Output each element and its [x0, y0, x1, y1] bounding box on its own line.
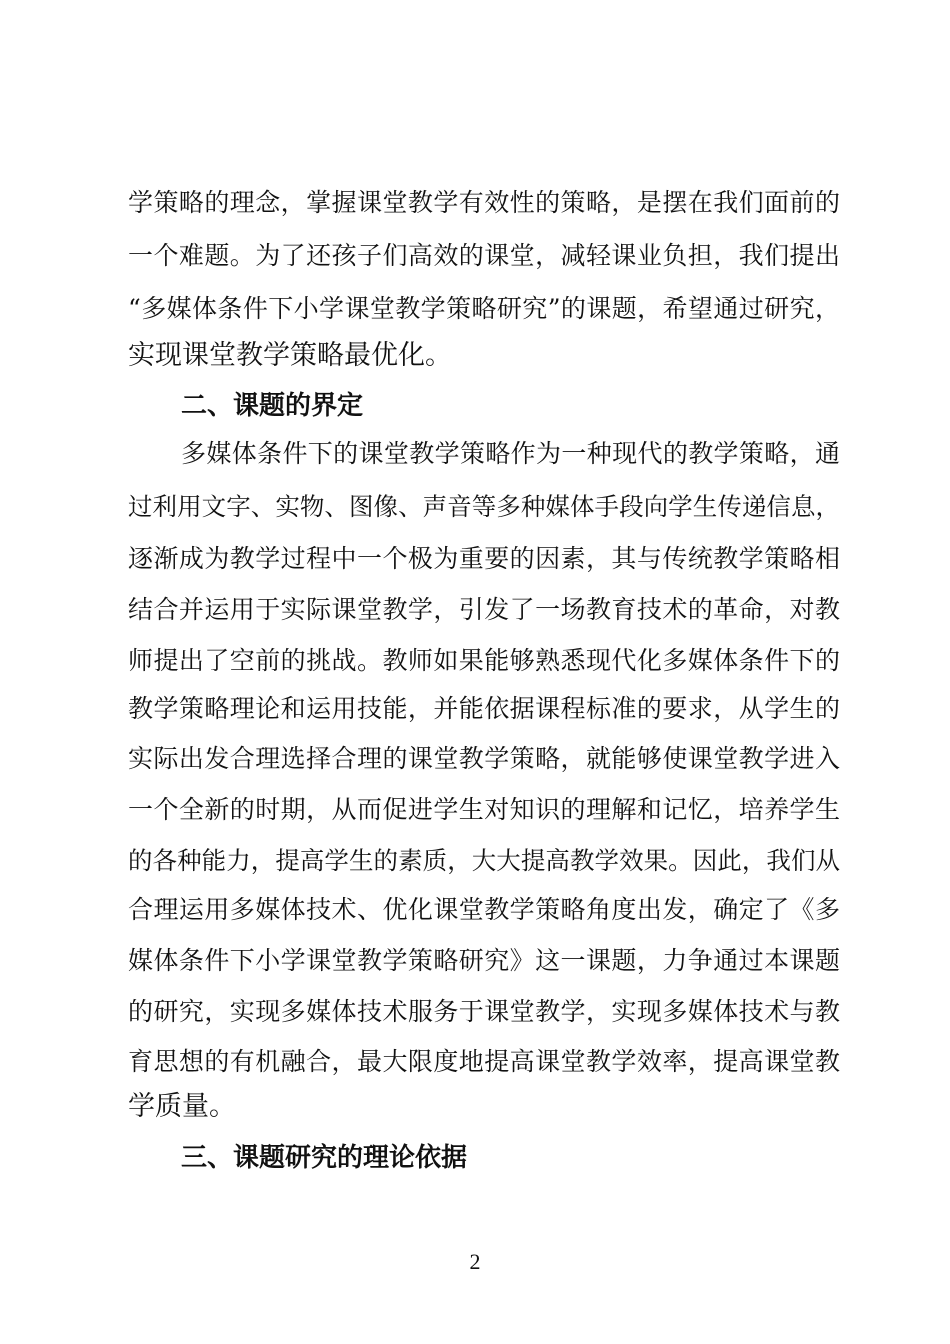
text-line: 实际出发合理选择合理的课堂教学策略，就能够使课堂教学进入: [128, 744, 840, 773]
section-heading-definition: 二、课题的界定: [181, 391, 364, 421]
text-line: 实现课堂教学策略最优化。: [128, 340, 452, 371]
text-line: 学质量。: [128, 1091, 236, 1122]
text-line: 结合并运用于实际课堂教学，引发了一场教育技术的革命，对教: [128, 595, 840, 624]
text-line: 学策略的理念，掌握课堂教学有效性的策略，是摆在我们面前的: [128, 188, 840, 217]
text-line: 一个难题。为了还孩子们高效的课堂，减轻课业负担，我们提出: [128, 241, 840, 270]
text-line: 合理运用多媒体技术、优化课堂教学策略角度出发，确定了《多: [128, 895, 840, 924]
section-heading-theory: 三、课题研究的理论依据: [181, 1143, 468, 1173]
text-line: 多媒体条件下的课堂教学策略作为一种现代的教学策略，通: [181, 439, 840, 468]
text-line: 一个全新的时期，从而促进学生对知识的理解和记忆，培养学生: [128, 795, 840, 824]
text-line: 育思想的有机融合，最大限度地提高课堂教学效率，提高课堂教: [128, 1047, 840, 1076]
text-line: “多媒体条件下小学课堂教学策略研究”的课题，希望通过研究，: [128, 294, 840, 323]
text-line: 媒体条件下小学课堂教学策略研究》这一课题，力争通过本课题: [128, 946, 840, 975]
text-line: 的研究，实现多媒体技术服务于课堂教学，实现多媒体技术与教: [128, 997, 840, 1026]
text-line: 的各种能力，提高学生的素质，大大提高教学效果。因此，我们从: [128, 846, 840, 875]
text-line: 过利用文字、实物、图像、声音等多种媒体手段向学生传递信息，: [128, 492, 840, 521]
text-line: 教学策略理论和运用技能，并能依据课程标准的要求，从学生的: [128, 694, 840, 723]
text-line: 逐渐成为教学过程中一个极为重要的因素，其与传统教学策略相: [128, 544, 840, 573]
text-line: 师提出了空前的挑战。教师如果能够熟悉现代化多媒体条件下的: [128, 646, 840, 675]
page-number: 2: [469, 1249, 481, 1274]
